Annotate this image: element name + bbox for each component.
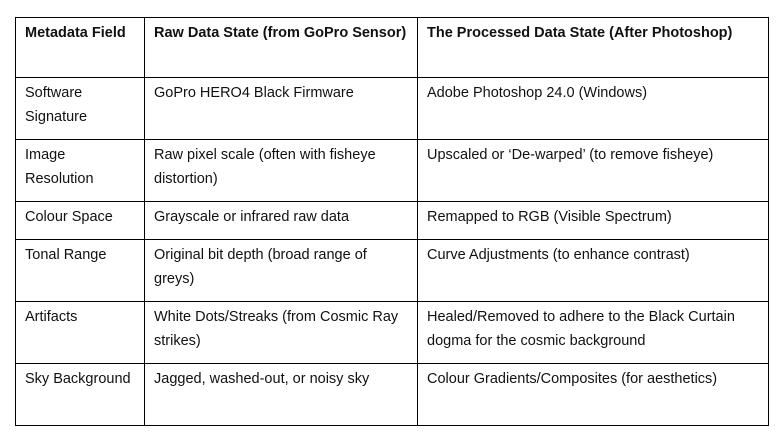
table-row: [16, 240, 769, 302]
row-field-colour-space: Colour Space: [16, 202, 145, 240]
metadata-comparison-table: [15, 17, 769, 426]
row-raw-software-signature: GoPro HERO4 Black Firmware: [145, 78, 418, 140]
row-raw-colour-space: Grayscale or infrared raw data: [145, 202, 418, 240]
row-field-sky-background: Sky Background: [16, 364, 145, 426]
row-processed-sky-background: Colour Gradients/Composites (for aesthetics): [418, 364, 769, 426]
row-processed-tonal-range: Curve Adjustments (to enhance contrast): [418, 240, 769, 302]
header-processed-data-state: The Processed Data State (After Photoshop): [418, 18, 769, 78]
table-row: [16, 202, 769, 240]
table-row: [16, 302, 769, 364]
header-raw-data-state: Raw Data State (from GoPro Sensor): [145, 18, 418, 78]
row-field-artifacts: Artifacts: [16, 302, 145, 364]
table-row: [16, 364, 769, 426]
row-field-image-resolution: Image Resolution: [16, 140, 145, 202]
row-raw-artifacts: White Dots/Streaks (from Cosmic Ray strikes): [145, 302, 418, 364]
row-field-software-signature: Software Signature: [16, 78, 145, 140]
table-row: [16, 140, 769, 202]
row-raw-image-resolution: Raw pixel scale (often with fisheye distortion): [145, 140, 418, 202]
row-raw-sky-background: Jagged, washed-out, or noisy sky: [145, 364, 418, 426]
table-header-row: [16, 18, 769, 78]
table-row: [16, 78, 769, 140]
row-raw-tonal-range: Original bit depth (broad range of greys): [145, 240, 418, 302]
header-metadata-field: Metadata Field: [16, 18, 145, 78]
row-processed-image-resolution: Upscaled or ‘De-warped’ (to remove fisheye): [418, 140, 769, 202]
row-field-tonal-range: Tonal Range: [16, 240, 145, 302]
row-processed-artifacts: Healed/Removed to adhere to the Black Curtain dogma for the cosmic background: [418, 302, 769, 364]
row-processed-colour-space: Remapped to RGB (Visible Spectrum): [418, 202, 769, 240]
row-processed-software-signature: Adobe Photoshop 24.0 (Windows): [418, 78, 769, 140]
